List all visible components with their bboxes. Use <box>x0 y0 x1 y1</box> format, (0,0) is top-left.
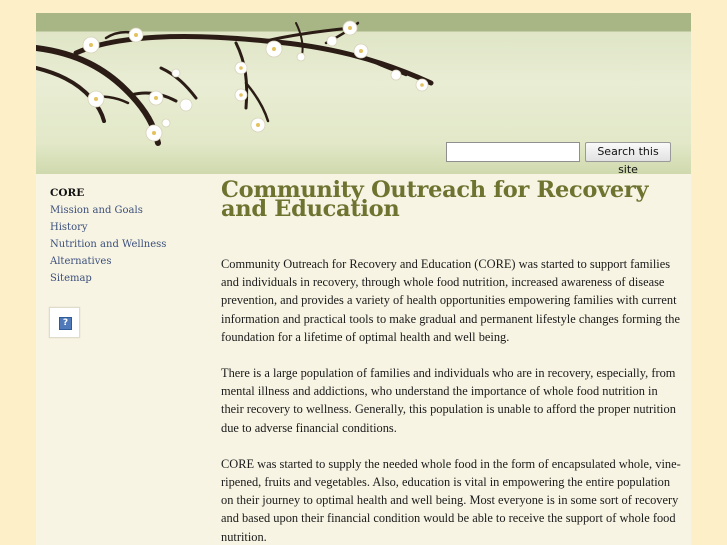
supply-paragraph: CORE was started to supply the needed whole food in the form of encapsulated whole, vine-ripened, fruits and vegetables. Also, education is vital in empowering the entire population on their journey to optimal health and well being. Most everyone is in some sort of recovery and based upon their financial condition would be able to receive the support of whole food nutrition. <box>221 456 681 544</box>
sidebar-item-nutrition-and-wellness[interactable]: Nutrition and Wellness <box>50 239 167 250</box>
population-paragraph: There is a large population of families and individuals who are in recovery, especially, from mental illness and addictions, who understand the importance of whole food nutrition in their recovery to wellness. Generally, this population is unable to afford the proper nutrition due to adverse financial conditions. <box>221 366 676 435</box>
sidebar-item-alternatives[interactable]: Alternatives <box>50 256 112 267</box>
sidebar-item-core[interactable]: CORE <box>50 187 85 199</box>
cherry-blossom-branch-icon <box>36 13 466 174</box>
intro-paragraph: Community Outreach for Recovery and Education (CORE) was started to support families and individuals in recovery, through whole food nutrition, increased awareness of disease prevention, and provides a variety of health opportunities empowering families with current information and practical tools to make gradual and permanent lifestyle changes forming the foundation for a lifetime of optimal health and well being. <box>221 257 680 344</box>
sidebar-nav <box>50 185 210 287</box>
page-title: Community Outreach for Recovery and Education <box>221 177 649 222</box>
help-widget[interactable] <box>49 307 80 338</box>
sidebar-item-sitemap[interactable]: Sitemap <box>50 273 92 284</box>
main-content <box>221 177 681 545</box>
search-button[interactable]: Search this site <box>585 142 671 162</box>
sidebar-item-mission-and-goals[interactable]: Mission and Goals <box>50 205 143 216</box>
question-mark-icon: ? <box>59 317 72 330</box>
site-header <box>36 13 691 174</box>
search-input[interactable] <box>446 142 580 162</box>
sidebar-item-history[interactable]: History <box>50 222 88 233</box>
page-container <box>36 13 691 545</box>
